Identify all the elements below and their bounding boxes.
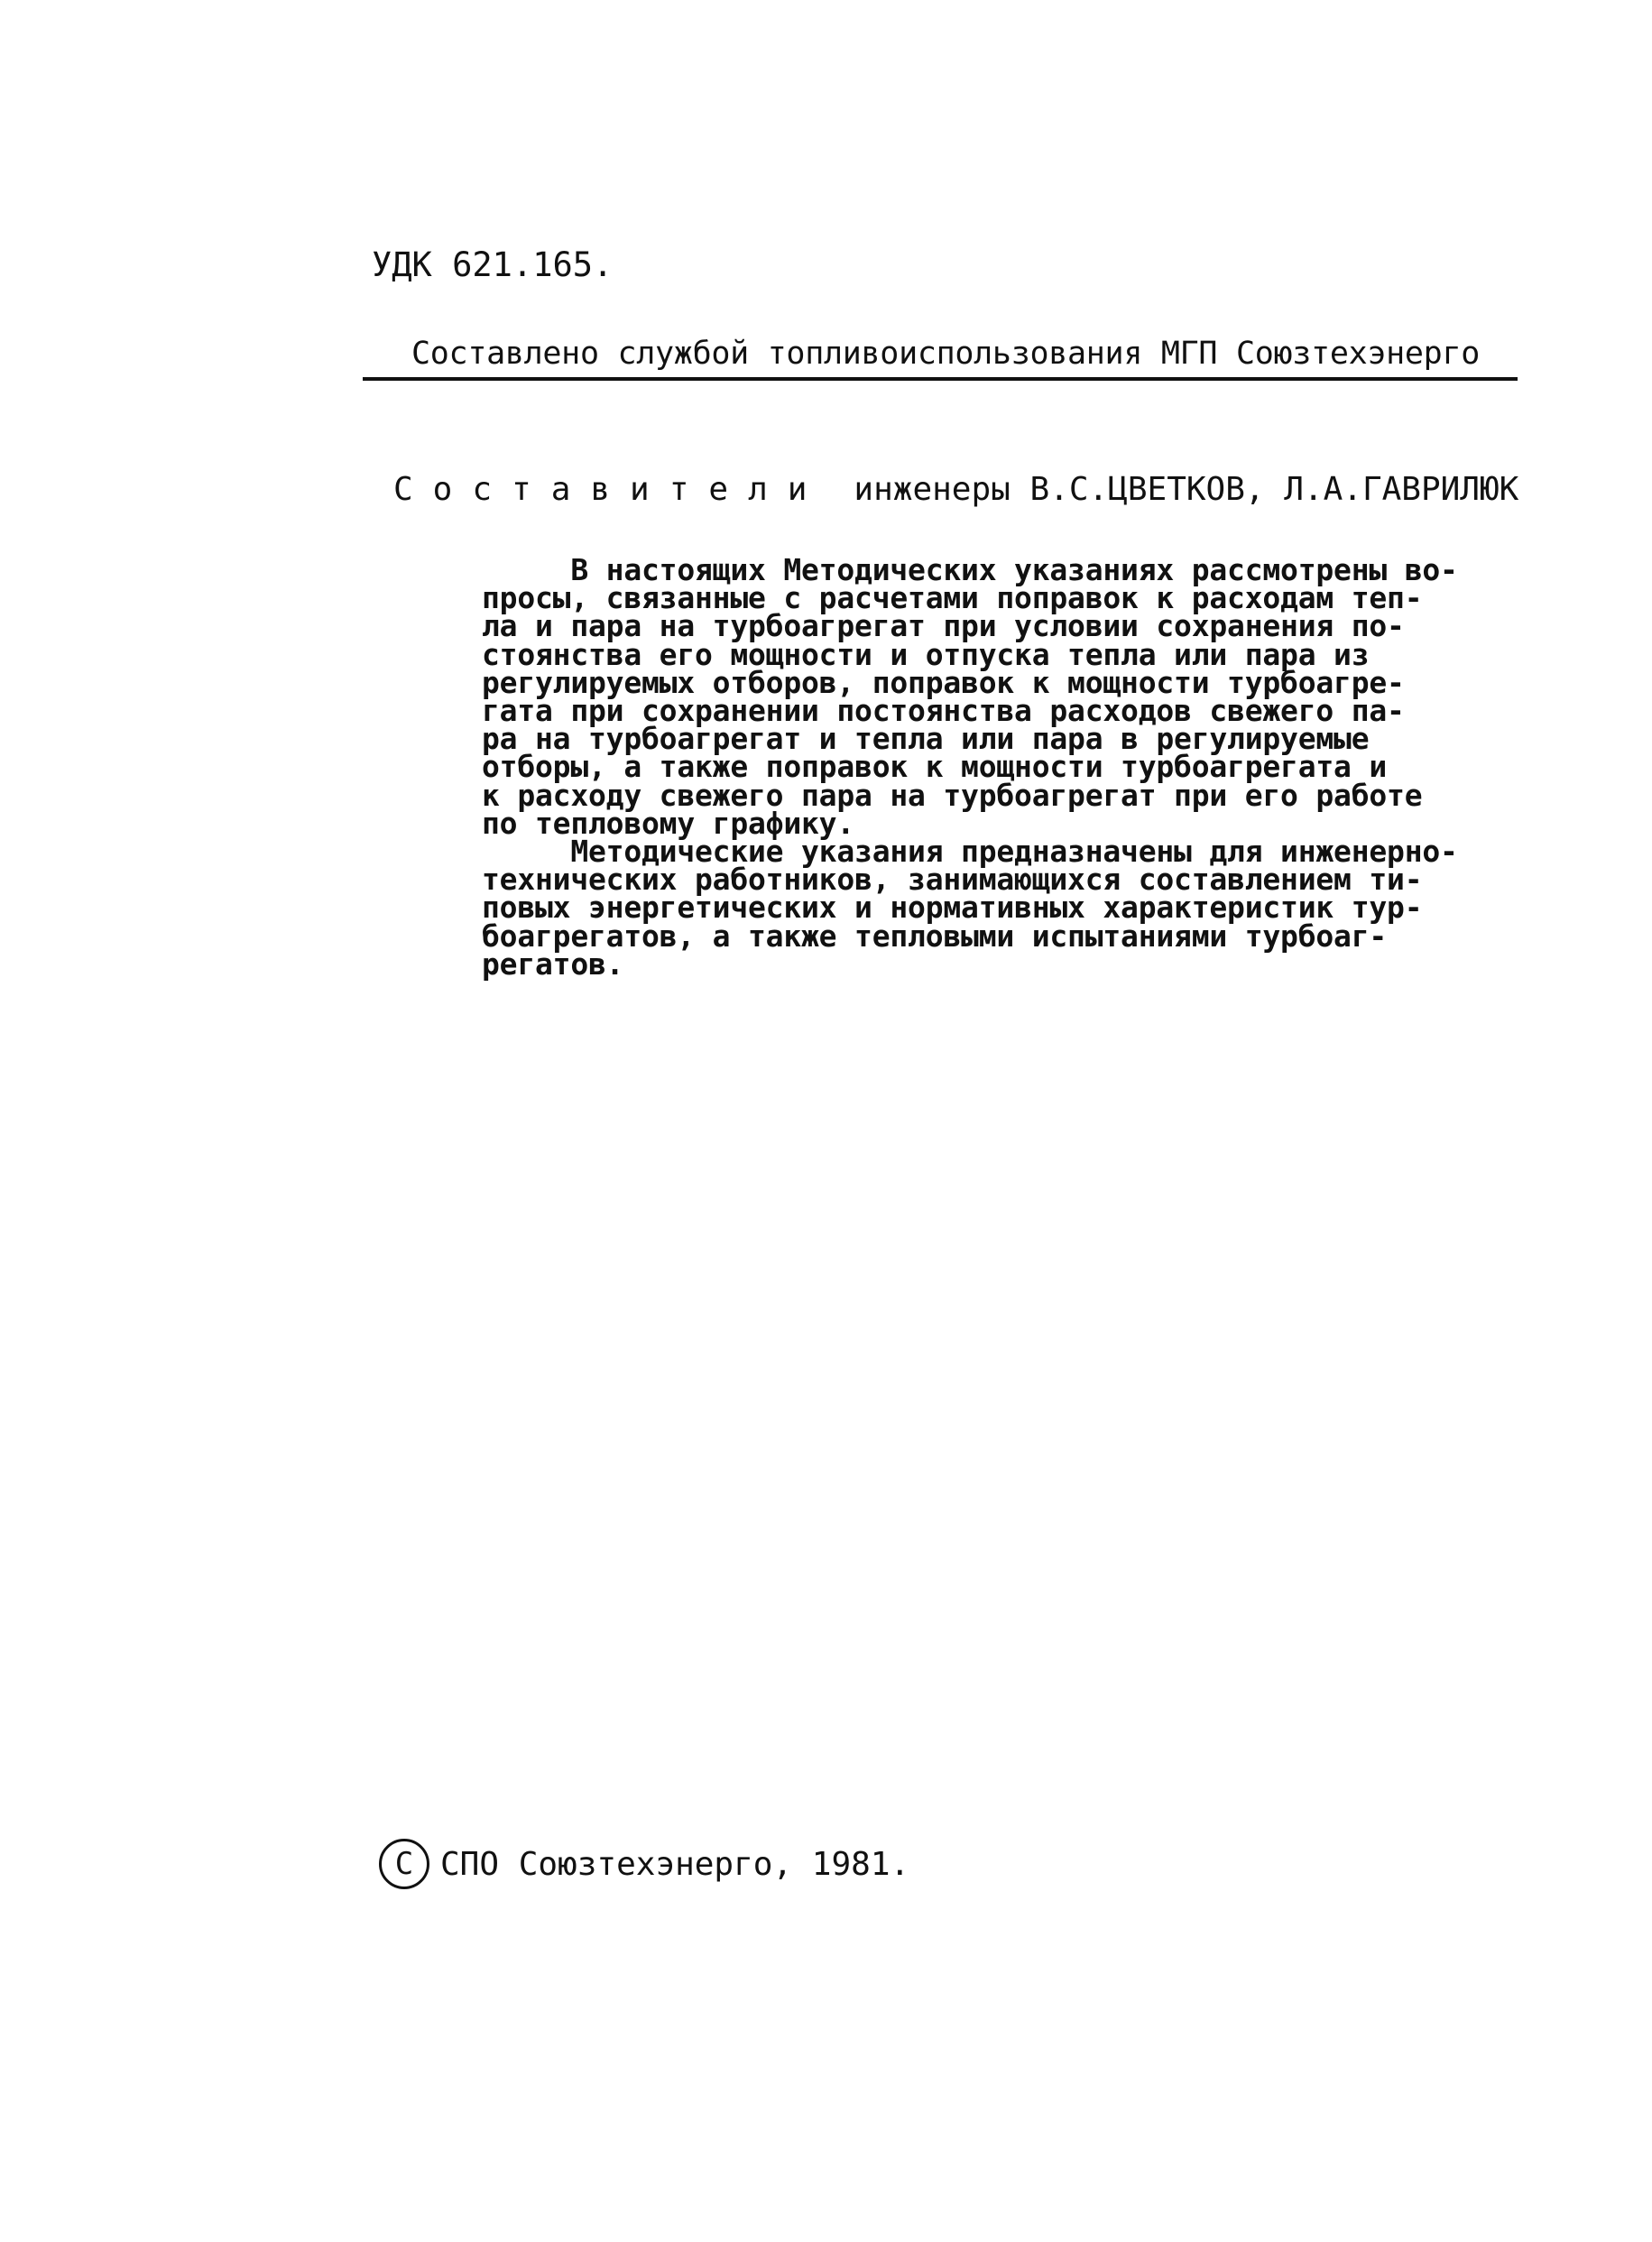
compiled-by-line: Составлено службой топливоиспользования МГП Союзтехэнерго <box>411 336 1480 372</box>
abstract-line: технических работников, занимающихся составлением ти- <box>482 862 1423 898</box>
copyright-icon: С <box>379 1839 429 1889</box>
abstract-line: регатов. <box>482 946 624 982</box>
abstract-line: стоянства его мощности и отпуска тепла или пара из <box>482 636 1370 672</box>
abstract-line: просы, связанные с расчетами поправок к расходам теп- <box>482 580 1423 616</box>
abstract-line: регулируемых отборов, поправок к мощности турбоагре- <box>482 664 1405 700</box>
authors-line <box>393 471 1518 508</box>
abstract-line: отборы, а также поправок к мощности турбоагрегата и <box>482 749 1388 785</box>
abstract-line: Методические указания предназначены для инженерно- <box>482 834 1458 870</box>
abstract-line: В настоящих Методических указаниях рассмотрены во- <box>482 552 1458 587</box>
copyright-line <box>379 1839 909 1889</box>
copyright-text: СПО Союзтехэнерго, 1981. <box>440 1845 910 1883</box>
abstract-line: по тепловому графику. <box>482 805 855 841</box>
authors-names: инженеры В.С.ЦВЕТКОВ, Л.А.ГАВРИЛЮК <box>854 471 1519 508</box>
horizontal-rule <box>363 377 1518 381</box>
abstract-paragraphs <box>482 552 1458 982</box>
abstract-line: гата при сохранении постоянства расходов свежего па- <box>482 693 1405 729</box>
abstract-line: ла и пара на турбоагрегат при условии сохранения по- <box>482 608 1405 644</box>
udk-code: УДК 621.165. <box>372 245 614 284</box>
abstract-line: ра на турбоагрегат и тепла или пара в регулируемые <box>482 721 1370 757</box>
abstract-line: к расходу свежего пара на турбоагрегат при его работе <box>482 777 1423 813</box>
authors-label: Составители <box>393 471 827 508</box>
abstract-line: боагрегатов, а также тепловыми испытаниями турбоаг- <box>482 918 1388 954</box>
abstract-line: повых энергетических и нормативных характеристик тур- <box>482 890 1423 926</box>
